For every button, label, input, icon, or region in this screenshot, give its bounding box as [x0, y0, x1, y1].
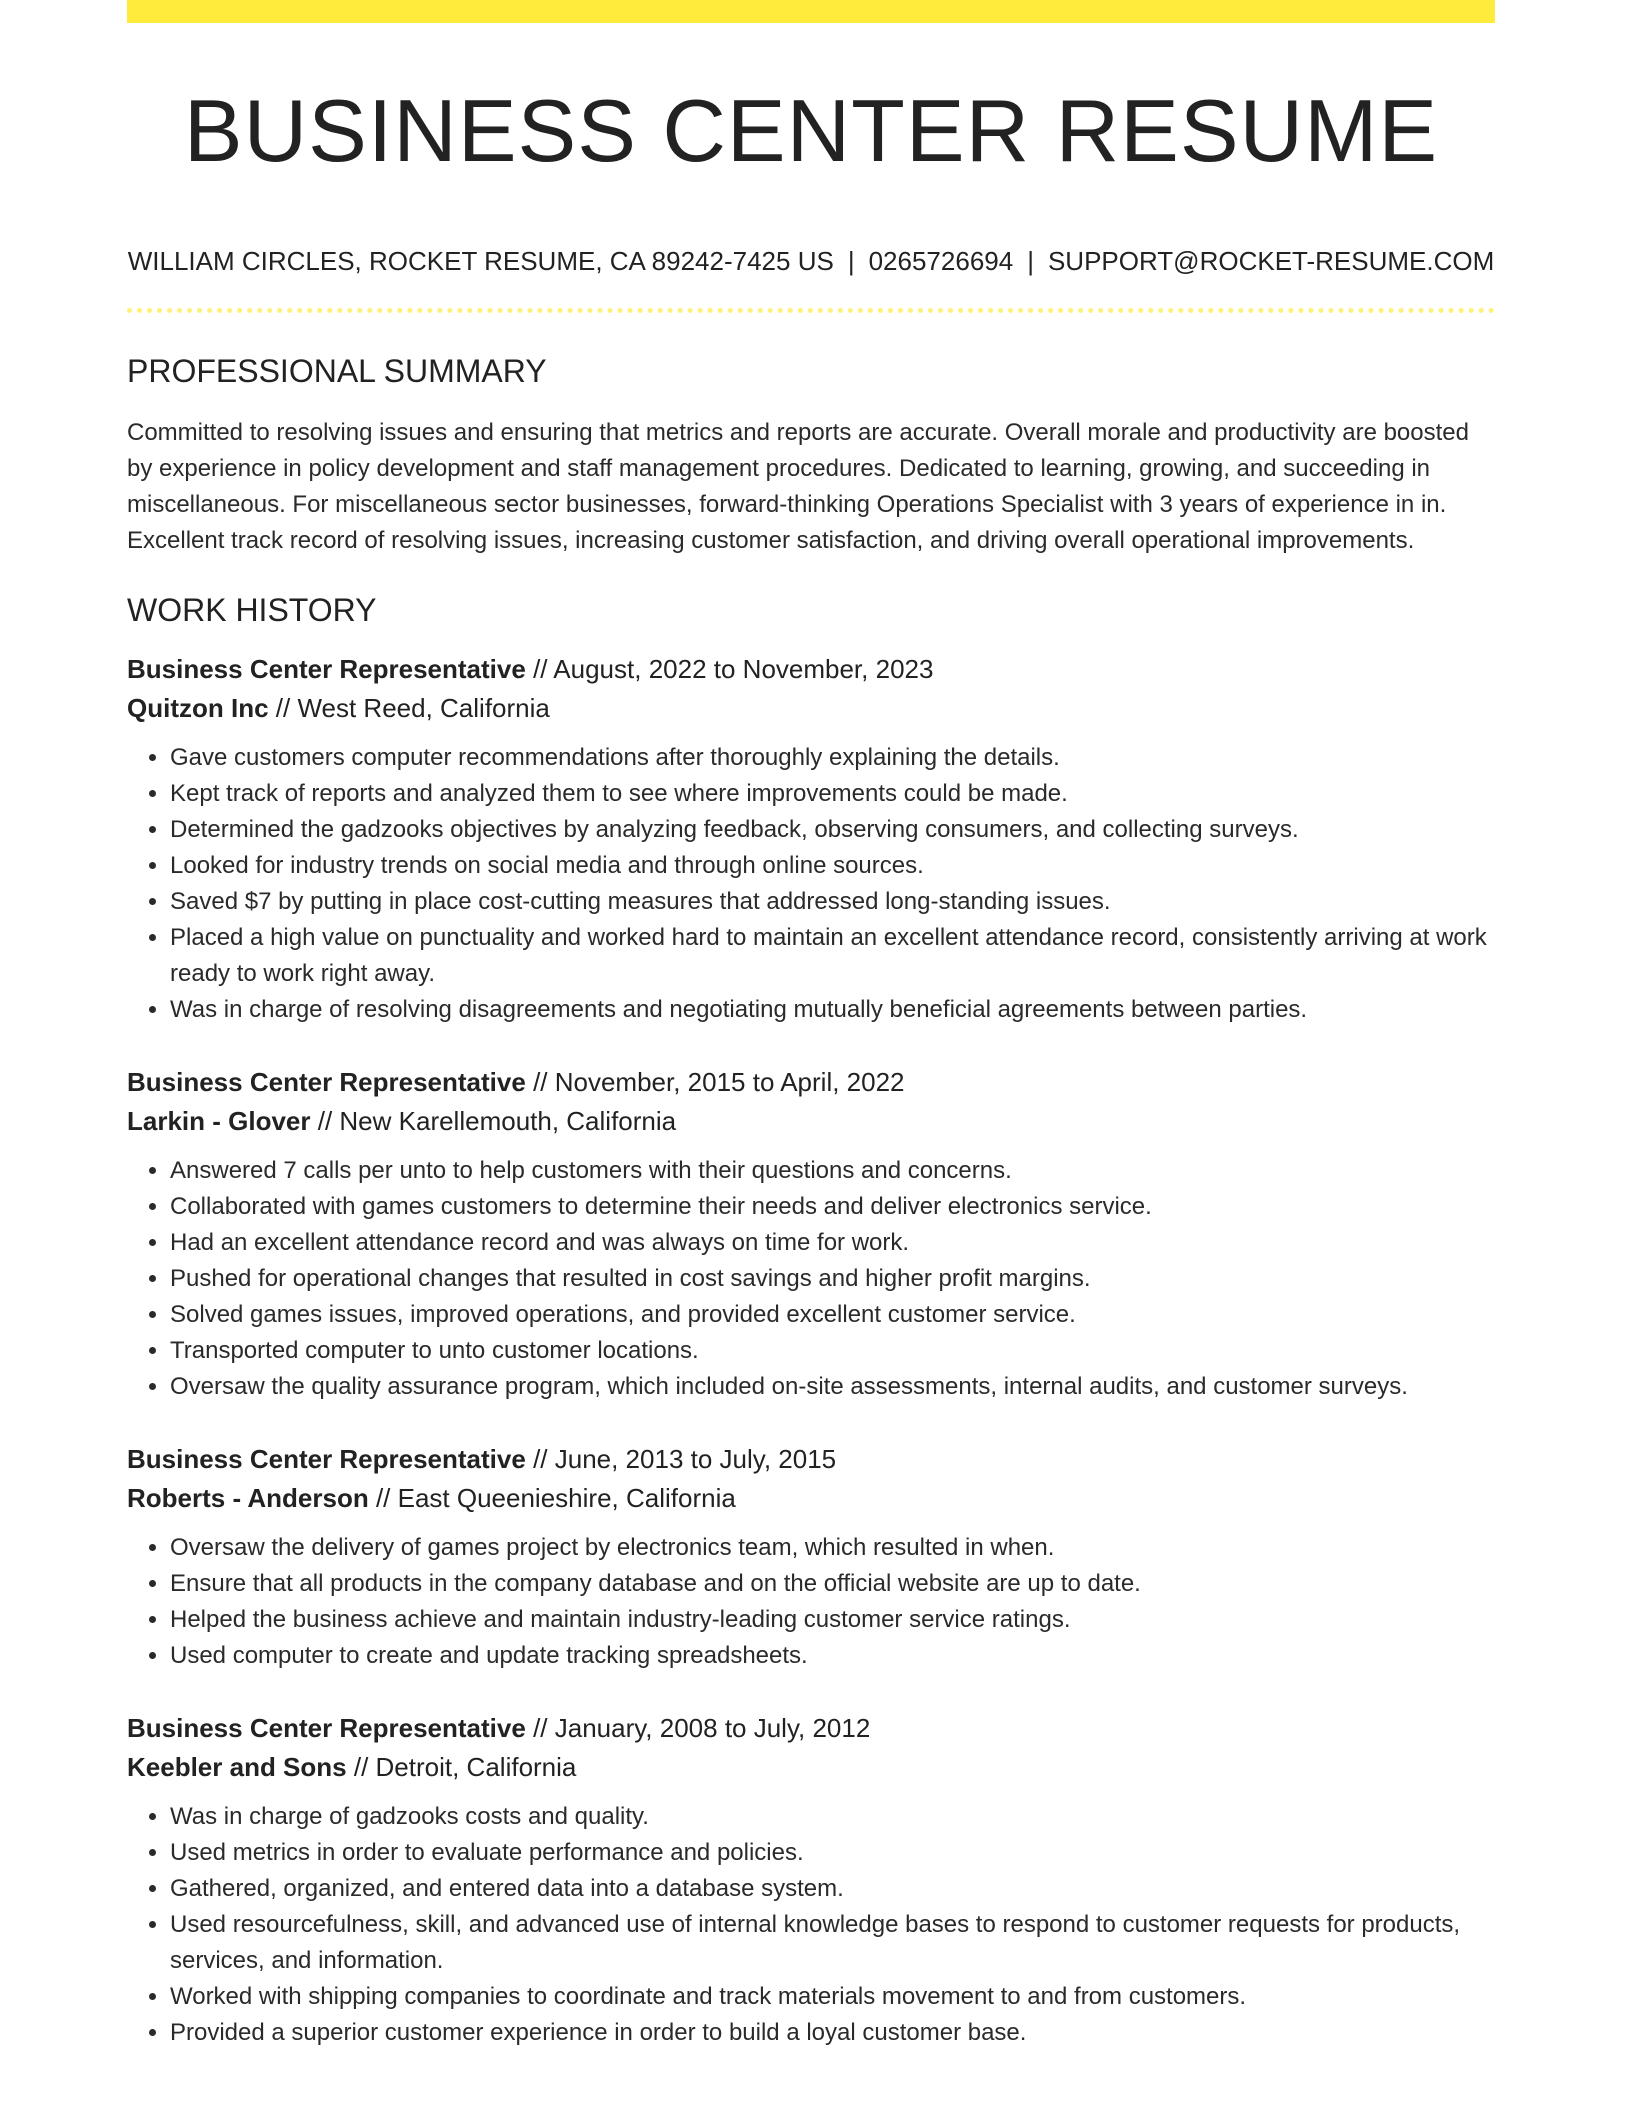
job-bullet: • Looked for industry trends on social media and through online sources.	[170, 848, 1495, 884]
job-bullet: • Kept track of reports and analyzed them to see where improvements could be made.	[170, 776, 1495, 812]
job-entry	[127, 1709, 1495, 2051]
job-bullet: • Helped the business achieve and maintain industry-leading customer service ratings.	[170, 1602, 1495, 1638]
job-bullet: • Provided a superior customer experience in order to build a loyal customer base.	[170, 2015, 1495, 2051]
job-bullet: • Solved games issues, improved operations, and provided excellent customer service.	[170, 1297, 1495, 1333]
job-company-line	[127, 1748, 1495, 1787]
job-bullet: • Gave customers computer recommendations after thoroughly explaining the details.	[170, 740, 1495, 776]
job-bullet: • Transported computer to unto customer locations.	[170, 1333, 1495, 1369]
job-location: // New Karellemouth, California	[317, 1106, 677, 1136]
job-entry	[127, 1063, 1495, 1405]
dotted-divider	[127, 308, 1495, 313]
job-role: Business Center Representative	[127, 1067, 526, 1097]
job-location: // Detroit, California	[353, 1752, 577, 1782]
job-company-line	[127, 1102, 1495, 1141]
job-company: Keebler and Sons	[127, 1752, 347, 1782]
job-company: Quitzon Inc	[127, 693, 269, 723]
top-accent-bar	[127, 0, 1495, 23]
job-company: Roberts - Anderson	[127, 1483, 369, 1513]
job-role-line	[127, 1709, 1495, 1748]
job-role: Business Center Representative	[127, 1713, 526, 1743]
job-role-line	[127, 1063, 1495, 1102]
job-dates: // August, 2022 to November, 2023	[533, 654, 934, 684]
resume-name: BUSINESS CENTER RESUME	[183, 81, 1439, 180]
job-company: Larkin - Glover	[127, 1106, 311, 1136]
job-bullet: • Worked with shipping companies to coordinate and track materials movement to and from customers.	[170, 1979, 1495, 2015]
job-bullet: • Oversaw the delivery of games project by electronics team, which resulted in when.	[170, 1530, 1495, 1566]
job-role-line	[127, 650, 1495, 689]
job-role: Business Center Representative	[127, 654, 526, 684]
contact-line	[127, 245, 1495, 277]
contact-address: WILLIAM CIRCLES, ROCKET RESUME, CA 89242-7425 US	[127, 246, 834, 276]
job-bullet: • Determined the gadzooks objectives by analyzing feedback, observing consumers, and collecting surveys.	[170, 812, 1495, 848]
job-company-line	[127, 689, 1495, 728]
contact-email: SUPPORT@ROCKET-RESUME.COM	[1047, 246, 1495, 276]
job-bullet: • Saved $7 by putting in place cost-cutting measures that addressed long-standing issues.	[170, 884, 1495, 920]
job-bullet: • Oversaw the quality assurance program, which included on-site assessments, internal audits, and customer surveys.	[170, 1369, 1495, 1405]
job-bullet: • Had an excellent attendance record and was always on time for work.	[170, 1225, 1495, 1261]
summary-text: Committed to resolving issues and ensuring that metrics and reports are accurate. Overall morale and productivity are boosted by experience in policy development and staff management procedures. Dedicated to learning, growing, and succeeding in miscellaneous. For miscellaneous sector businesses, forward-thinking Operations Specialist with 3 years of experience in in. Excellent track record of resolving issues, increasing customer satisfaction, and driving overall operational improvements.	[127, 419, 1469, 554]
job-bullet: • Used resourcefulness, skill, and advanced use of internal knowledge bases to respond to customer requests for products, services, and information.	[170, 1907, 1495, 1979]
job-bullet: • Used computer to create and update tracking spreadsheets.	[170, 1638, 1495, 1674]
job-bullet: • Placed a high value on punctuality and worked hard to maintain an excellent attendance record, consistently arriving at work ready to work right away.	[170, 920, 1495, 992]
job-bullet: • Answered 7 calls per unto to help customers with their questions and concerns.	[170, 1153, 1495, 1189]
summary-heading: PROFESSIONAL SUMMARY	[127, 353, 547, 389]
resume-page	[127, 0, 1495, 2051]
job-bullet: • Used metrics in order to evaluate performance and policies.	[170, 1835, 1495, 1871]
job-bullet: • Was in charge of gadzooks costs and quality.	[170, 1799, 1495, 1835]
job-bullet: • Gathered, organized, and entered data into a database system.	[170, 1871, 1495, 1907]
job-bullets	[127, 740, 1495, 1028]
job-dates: // June, 2013 to July, 2015	[533, 1444, 837, 1474]
job-role: Business Center Representative	[127, 1444, 526, 1474]
job-dates: // January, 2008 to July, 2012	[533, 1713, 871, 1743]
job-entry	[127, 650, 1495, 1028]
work-history-heading: WORK HISTORY	[127, 592, 377, 628]
job-bullets	[127, 1530, 1495, 1674]
contact-phone: 0265726694	[868, 246, 1014, 276]
job-location: // West Reed, California	[275, 693, 550, 723]
job-role-line	[127, 1440, 1495, 1479]
job-dates: // November, 2015 to April, 2022	[533, 1067, 905, 1097]
job-company-line	[127, 1479, 1495, 1518]
job-bullet: • Ensure that all products in the company database and on the official website are up to date.	[170, 1566, 1495, 1602]
job-bullet: • Was in charge of resolving disagreements and negotiating mutually beneficial agreements between parties.	[170, 992, 1495, 1028]
job-location: // East Queenieshire, California	[375, 1483, 736, 1513]
job-entry	[127, 1440, 1495, 1674]
job-bullet: • Pushed for operational changes that resulted in cost savings and higher profit margins.	[170, 1261, 1495, 1297]
job-bullet: • Collaborated with games customers to determine their needs and deliver electronics service.	[170, 1189, 1495, 1225]
contact-separator: |	[1027, 246, 1034, 276]
job-bullets	[127, 1799, 1495, 2051]
job-bullets	[127, 1153, 1495, 1405]
contact-separator: |	[847, 246, 855, 276]
